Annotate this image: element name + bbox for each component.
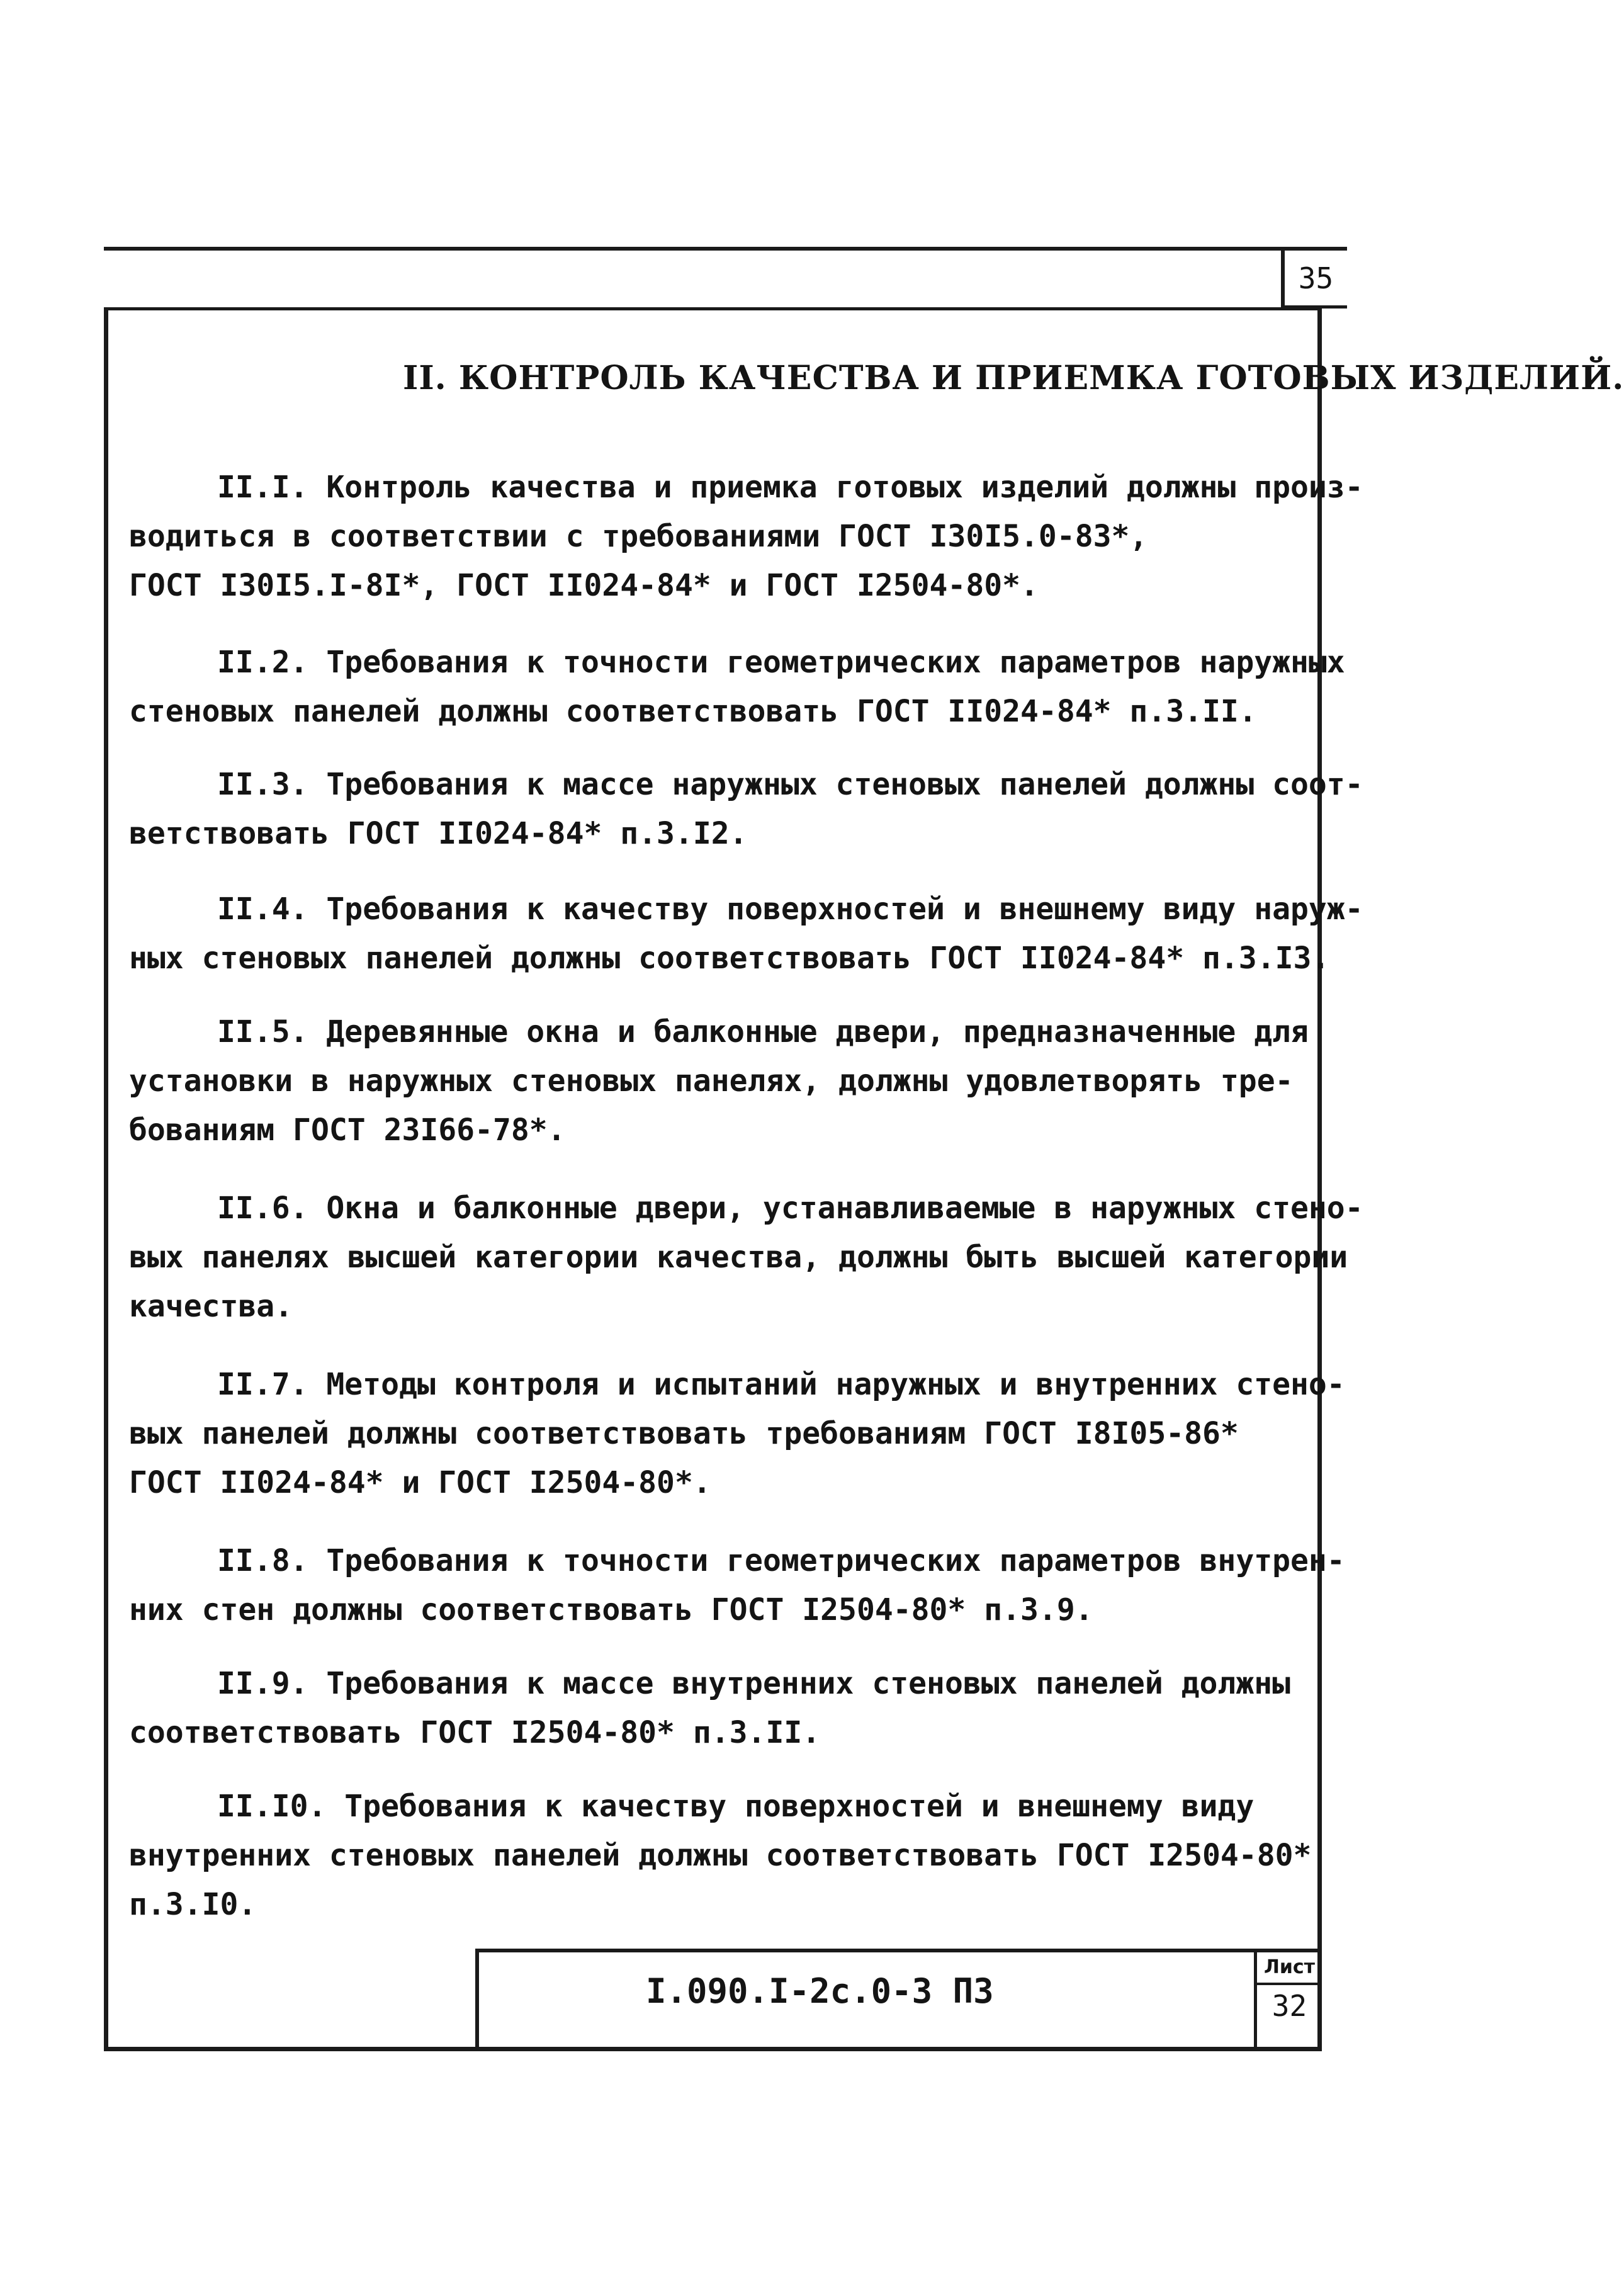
paragraph-11-2 <box>129 638 1345 736</box>
paragraph-11-3 <box>129 760 1363 858</box>
paragraph-line: II.7. Методы контроля и испытаний наружных и внутренних стено- <box>217 1367 1345 1402</box>
paragraph-line: них стен должны соответствовать ГОСТ I2504-80* п.3.9. <box>129 1592 1093 1628</box>
paragraph-line: внутренних стеновых панелей должны соответствовать ГОСТ I2504-80* <box>129 1838 1312 1873</box>
paragraph-line: ных стеновых панелей должны соответствовать ГОСТ II024-84* п.3.I3. <box>129 941 1330 976</box>
top-rule <box>104 247 1347 251</box>
paragraph-line: II.I. Контроль качества и приемка готовых изделий должны произ- <box>217 470 1363 505</box>
paragraph-line: качества. <box>129 1289 293 1324</box>
paragraph-line: водиться в соответствии с требованиями ГОСТ I30I5.0-83*, <box>129 519 1148 554</box>
paragraph-line: II.9. Требования к массе внутренних стеновых панелей должны <box>217 1666 1291 1701</box>
paragraph-line: вых панелях высшей категории качества, должны быть высшей категории <box>129 1240 1348 1275</box>
paragraph-11-1 <box>129 463 1363 610</box>
paragraph-line: II.3. Требования к массе наружных стеновых панелей должны соот- <box>217 767 1363 802</box>
paragraph-line: ветствовать ГОСТ II024-84* п.3.I2. <box>129 816 748 851</box>
section-heading: II. КОНТРОЛЬ КАЧЕСТВА И ПРИЕМКА ГОТОВЫХ ИЗДЕЛИЙ. <box>403 359 1624 397</box>
paragraph-11-9 <box>129 1659 1312 1757</box>
sheet-label: Лист <box>1257 1952 1322 1985</box>
paragraph-11-8 <box>129 1536 1345 1634</box>
paragraph-11-10 <box>129 1782 1312 1929</box>
paragraph-line: установки в наружных стеновых панелях, должны удовлетворять тре- <box>129 1063 1294 1099</box>
paragraph-line: вых панелей должны соответствовать требованиям ГОСТ I8I05-86* <box>129 1416 1239 1451</box>
paragraph-line: II.8. Требования к точности геометрических параметров внутрен- <box>217 1543 1345 1578</box>
paragraph-line: II.4. Требования к качеству поверхностей и внешнему виду наруж- <box>217 892 1363 927</box>
paragraph-line: стеновых панелей должны соответствовать ГОСТ II024-84* п.3.II. <box>129 694 1257 729</box>
paragraph-line: п.3.I0. <box>129 1887 257 1922</box>
page-number-box <box>1281 251 1347 309</box>
document-code: I.090.I-2с.0-3 ПЗ <box>646 1971 994 2011</box>
paragraph-line: соответствовать ГОСТ I2504-80* п.3.II. <box>129 1715 821 1750</box>
title-block-stamp <box>475 1949 1322 2051</box>
paragraph-line: II.5. Деревянные окна и балконные двери, предназначенные для <box>217 1014 1309 1050</box>
sheet-number: 32 <box>1272 1989 1307 2023</box>
sheet-cell <box>1254 1952 1322 2051</box>
paragraph-11-4 <box>129 885 1363 983</box>
paragraph-line: ГОСТ II024-84* и ГОСТ I2504-80*. <box>129 1465 711 1500</box>
page-number: 35 <box>1298 261 1334 295</box>
paragraph-11-6 <box>129 1184 1363 1331</box>
paragraph-11-5 <box>129 1007 1312 1155</box>
paragraph-line: II.2. Требования к точности геометрических параметров наружных <box>217 645 1345 680</box>
paragraph-line: ГОСТ I30I5.I-8I*, ГОСТ II024-84* и ГОСТ I2504-80*. <box>129 568 1039 603</box>
paragraph-line: II.6. Окна и балконные двери, устанавливаемые в наружных стено- <box>217 1191 1363 1226</box>
paragraph-line: II.I0. Требования к качеству поверхностей и внешнему виду <box>217 1789 1255 1824</box>
paragraph-11-7 <box>129 1360 1345 1507</box>
paragraph-line: бованиям ГОСТ 23I66-78*. <box>129 1113 566 1148</box>
